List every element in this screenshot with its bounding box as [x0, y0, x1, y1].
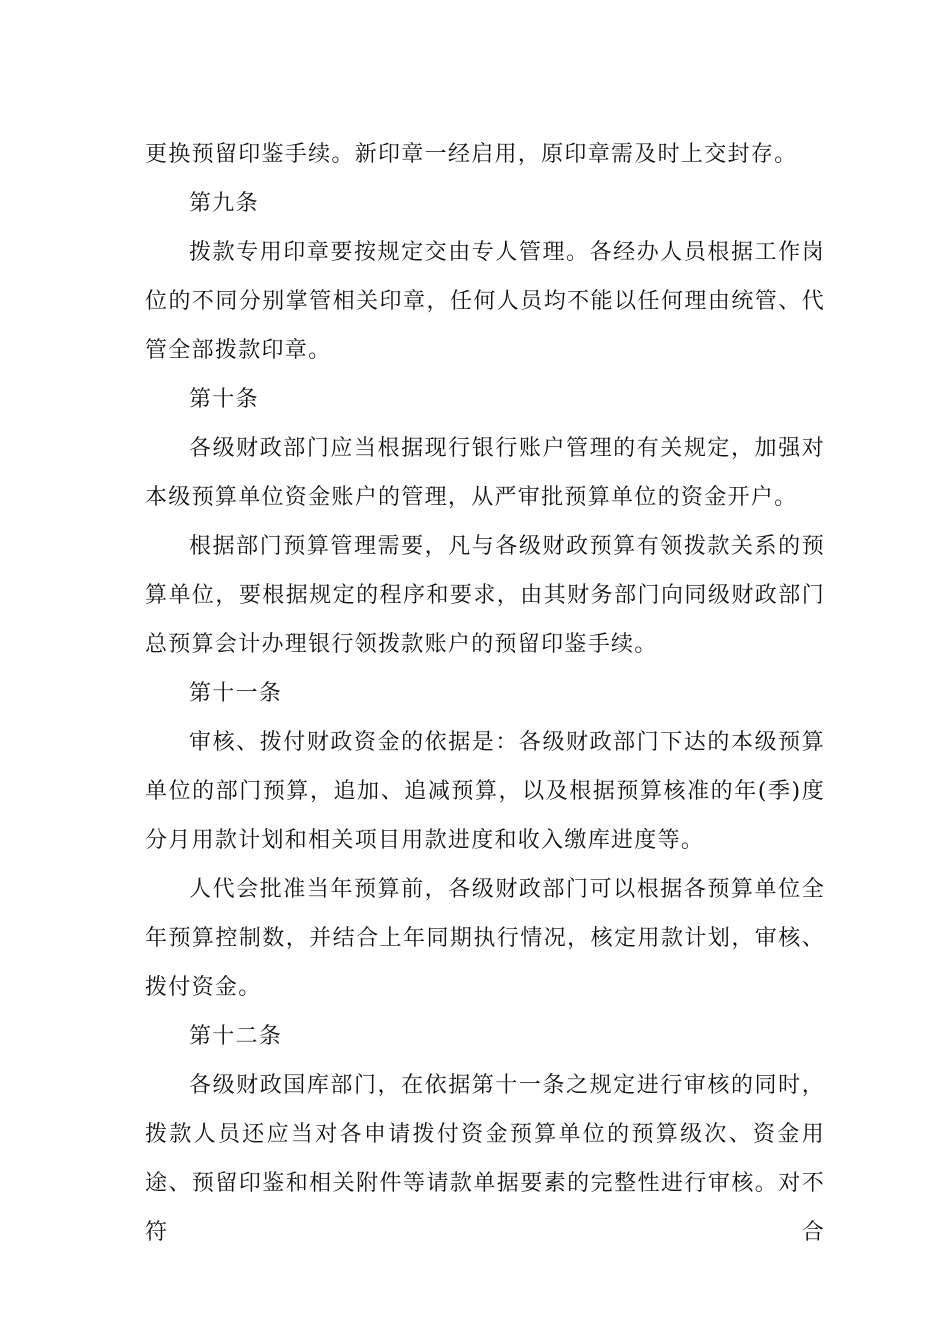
article-heading-12: 第十二条: [189, 1024, 283, 1049]
paragraph-continuation: 更换预留印鉴手续。新印章一经启用，原印章需及时上交封存。: [145, 142, 798, 167]
article-10-paragraph-1: 各级财政部门应当根据现行银行账户管理的有关规定，加强对本级预算单位资金账户的管理，从严审批预算单位的资金开户。: [145, 436, 825, 510]
article-9-paragraph: 拨款专用印章要按规定交由专人管理。各经办人员根据工作岗位的不同分别掌管相关印章，任何人员均不能以任何理由统管、代管全部拨款印章。: [145, 240, 825, 363]
article-12-paragraph-1: 各级财政国库部门，在依据第十一条之规定进行审核的同时，拨款人员还应当对各申请拨付资金预算单位的预算级次、资金用途、预留印鉴和相关附件等请款单据要素的完整性进行审核。对不符合: [145, 1073, 825, 1245]
article-heading-11: 第十一条: [189, 681, 283, 706]
article-10-paragraph-2: 根据部门预算管理需要，凡与各级财政预算有领拨款关系的预算单位，要根据规定的程序和要求，由其财务部门向同级财政部门总预算会计办理银行领拨款账户的预留印鉴手续。: [145, 534, 825, 657]
article-11-paragraph-1: 审核、拨付财政资金的依据是：各级财政部门下达的本级预算单位的部门预算，追加、追减预算，以及根据预算核准的年(季)度分月用款计划和相关项目用款进度和收入缴库进度等。: [145, 730, 825, 853]
article-heading-10: 第十条: [189, 387, 259, 412]
document-body: [145, 130, 825, 1257]
article-heading-9: 第九条: [189, 191, 259, 216]
article-11-paragraph-2: 人代会批准当年预算前，各级财政部门可以根据各预算单位全年预算控制数，并结合上年同期执行情况，核定用款计划，审核、拨付资金。: [145, 877, 825, 1000]
